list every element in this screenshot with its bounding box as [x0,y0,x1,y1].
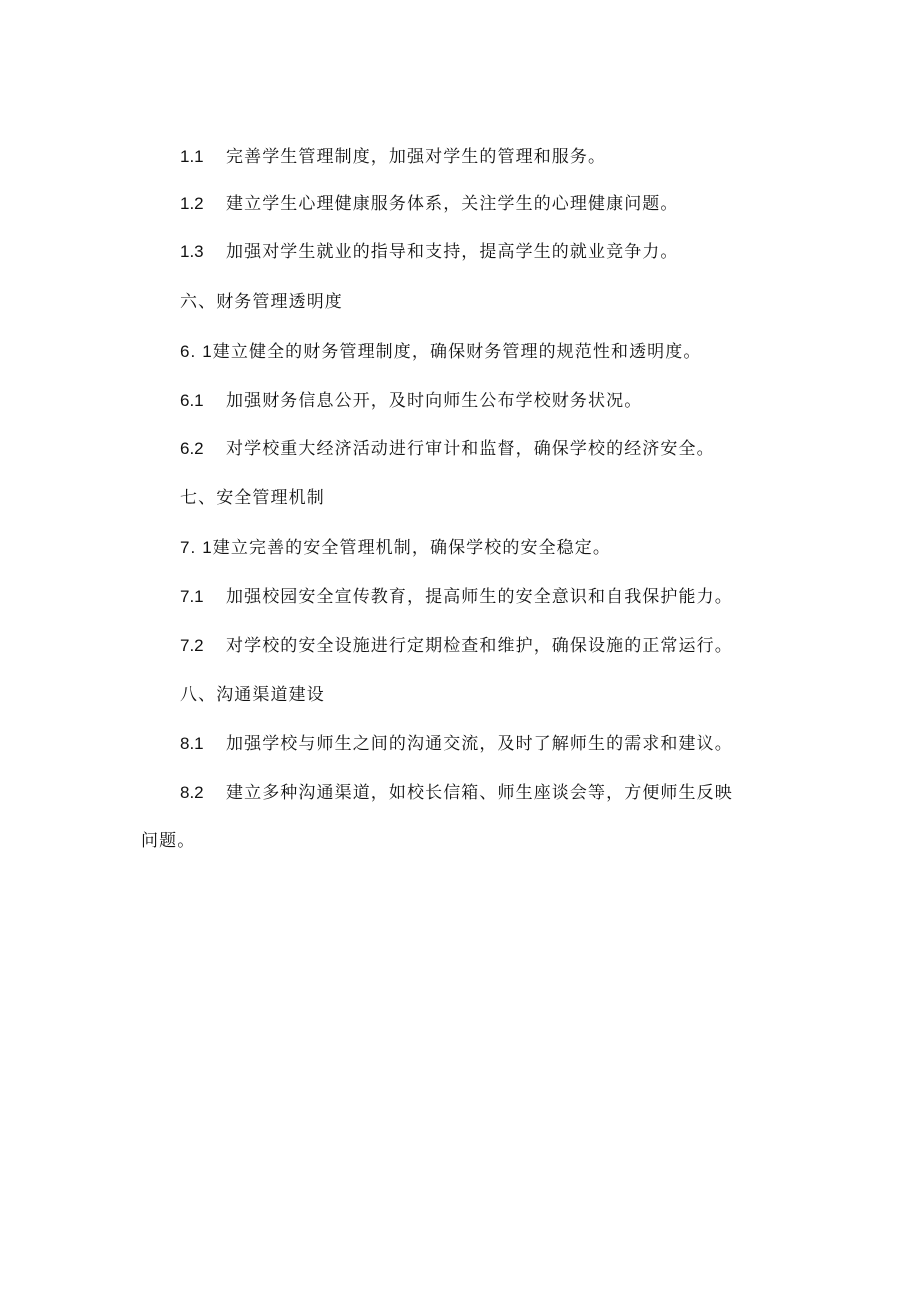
section-heading-8 [180,683,920,707]
paragraph-6-1 [180,389,920,413]
item-number: 7.2 [180,636,204,655]
item-text: 加强学校与师生之间的沟通交流，及时了解师生的需求和建议。 [226,734,733,754]
item-text: 对学校重大经济活动进行审计和监督，确保学校的经济安全。 [226,439,715,459]
paragraph-8-1 [180,732,920,756]
item-text: 对学校的安全设施进行定期检查和维护，确保设施的正常运行。 [226,636,733,656]
item-number: 7. 1 [180,538,213,557]
paragraph-1-1 [180,145,920,169]
heading-text: 七、安全管理机制 [180,488,325,508]
item-number: 8.1 [180,734,204,753]
paragraph-6-intro [180,340,920,364]
section-heading-7 [180,486,920,510]
paragraph-7-1 [180,585,920,609]
item-number: 1.1 [180,147,204,166]
paragraph-8-2 [180,781,920,805]
item-text: 加强对学生就业的指导和支持，提高学生的就业竞争力。 [226,242,679,262]
item-text: 问题。 [141,831,196,851]
item-number: 6.1 [180,391,204,410]
item-text: 加强财务信息公开，及时向师生公布学校财务状况。 [226,391,643,411]
item-text: 建立多种沟通渠道，如校长信箱、师生座谈会等，方便师生反映 [226,783,733,803]
paragraph-7-2 [180,634,920,658]
paragraph-8-2-continuation [141,829,920,853]
item-text: 建立健全的财务管理制度，确保财务管理的规范性和透明度。 [212,342,702,362]
heading-text: 八、沟通渠道建设 [180,685,325,705]
item-number: 6.2 [180,439,204,458]
paragraph-1-2 [180,192,920,216]
paragraph-1-3 [180,240,920,264]
paragraph-6-2 [180,437,920,461]
item-number: 1.2 [180,194,204,213]
item-text: 建立完善的安全管理机制，确保学校的安全稳定。 [212,538,611,558]
item-text: 完善学生管理制度，加强对学生的管理和服务。 [226,147,607,167]
item-number: 1.3 [180,242,204,261]
item-number: 6. 1 [180,342,213,361]
section-heading-6 [180,290,920,314]
item-text: 建立学生心理健康服务体系，关注学生的心理健康问题。 [226,194,679,214]
item-number: 8.2 [180,783,204,802]
item-text: 加强校园安全宣传教育，提高师生的安全意识和自我保护能力。 [226,587,733,607]
item-number: 7.1 [180,587,204,606]
heading-text: 六、财务管理透明度 [180,292,343,312]
paragraph-7-intro [180,536,920,560]
